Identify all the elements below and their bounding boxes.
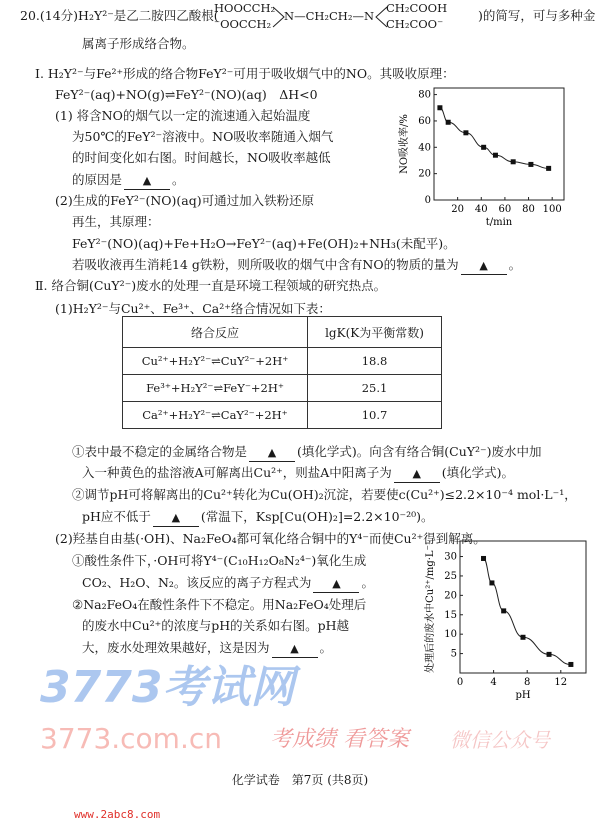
question-text: (常温下，Ksp[Cu(OH)₂]=2.2×10⁻²⁰)。 <box>200 509 434 524</box>
question-line <box>72 597 366 613</box>
question-line <box>72 553 366 569</box>
question-line <box>72 172 185 190</box>
question-text: (填化学式)。 <box>441 465 515 480</box>
x-axis-label: t/min <box>485 217 513 228</box>
lgk-cell: 25.1 <box>308 375 442 402</box>
table-row <box>123 402 442 429</box>
question-header-part2: )的简写，可与多种金 <box>478 8 596 23</box>
question-text: 的废水中Cu²⁺的浓度与pH的关系如右图。pH越 <box>82 618 350 633</box>
data-point <box>547 652 552 657</box>
question-line <box>55 108 310 124</box>
series-line <box>440 108 549 169</box>
y-tick-label: 5 <box>450 648 457 660</box>
question-header-part1: 20.(14分)H₂Y²⁻是乙二胺四乙酸根( <box>20 8 219 23</box>
question-text: ①表中最不稳定的金属络合物是 <box>72 444 248 459</box>
data-point <box>481 145 486 150</box>
question-line <box>72 129 333 145</box>
y-tick-label: 15 <box>444 609 457 621</box>
watermark-logo: 3773考试网 <box>40 662 295 713</box>
question-text: (填化学式)。向含有络合铜(CuY²⁻)废水中加 <box>297 444 542 459</box>
question-line <box>82 640 332 658</box>
watermark-url: 3773.com.cn <box>40 722 222 755</box>
question-text: Ⅱ. 络合铜(CuY²⁻)废水的处理一直是环境工程领域的研究热点。 <box>35 278 387 293</box>
data-point <box>528 162 533 167</box>
complex-table <box>122 316 442 429</box>
no-absorption-chart <box>398 82 568 234</box>
reaction-cell: Cu²⁺+H₂Y²⁻⇌CuY²⁻+2H⁺ <box>123 348 308 375</box>
answer-blank[interactable]: ▲ <box>461 258 507 275</box>
y-tick-label: 20 <box>418 168 431 180</box>
y-axis-label: NO吸收率/% <box>399 114 410 174</box>
table-header-row <box>123 317 442 348</box>
data-point <box>489 580 494 585</box>
question-line <box>35 278 386 294</box>
question-text: FeY²⁻(aq)+NO(g)⇌FeY²⁻(NO)(aq) ΔH<0 <box>55 87 318 102</box>
question-text: 入一种黄色的盐溶液A可解离出Cu²⁺，则盐A中阳离子为 <box>82 465 392 480</box>
question-text: (1)H₂Y²⁻与Cu²⁺、Fe³⁺、Ca²⁺络合情况如下表： <box>55 301 331 316</box>
question-text: (2)羟基自由基(·OH)、Na₂FeO₄都可氧化络合铜中的Y⁴⁻而使Cu²⁺得到解离。 <box>55 531 486 546</box>
table-row <box>123 375 442 402</box>
x-tick-label: 80 <box>522 204 535 215</box>
table-header: lgK(K为平衡常数) <box>308 317 442 348</box>
y-tick-label: 25 <box>444 570 457 582</box>
watermark-wechat: 微信公众号 <box>450 728 550 752</box>
data-point <box>568 662 573 667</box>
question-line <box>35 66 455 82</box>
question-text: CO₂、H₂O、N₂。该反应的离子方程式为 <box>82 575 312 590</box>
formula-right-top: CH₂COOH <box>386 1 448 15</box>
question-line <box>72 444 542 462</box>
data-point <box>501 608 506 613</box>
question-text: 的时间变化如右图。时间越长，NO吸收率越低 <box>72 150 331 165</box>
answer-blank[interactable]: ▲ <box>313 576 359 593</box>
question-text: 再生，其原理： <box>72 214 160 229</box>
question-text: 若吸收液再生消耗14 g铁粉，则所吸收的烟气中含有NO的物质的量为 <box>72 257 459 272</box>
formula-left-top: HOOCCH₂ <box>214 1 276 15</box>
y-tick-label: 10 <box>444 629 457 641</box>
question-text: 。 <box>508 257 522 272</box>
formula-right-bottom: CH₂COO⁻ <box>386 17 444 31</box>
plot-frame <box>460 541 586 673</box>
x-tick-label: 8 <box>524 677 531 688</box>
watermark-slogan: 考成绩 看答案 <box>270 727 409 752</box>
question-line <box>55 87 318 103</box>
question-text: 。 <box>172 172 185 187</box>
question-line <box>55 301 331 317</box>
x-tick-label: 100 <box>542 204 562 215</box>
y-tick-label: 40 <box>418 142 431 154</box>
question-text: Ⅰ. H₂Y²⁻与Fe²⁺形成的络合物FeY²⁻可用于吸收烟气中的NO。其吸收原理： <box>35 66 455 81</box>
question-text: 。 <box>319 640 333 655</box>
question-text: 大，废水处理效果越好，这是因为 <box>82 640 270 655</box>
data-point <box>493 153 498 158</box>
question-line <box>82 509 434 527</box>
x-tick-label: 12 <box>554 677 568 688</box>
answer-blank[interactable]: ▲ <box>153 510 199 527</box>
question-line <box>55 193 314 209</box>
question-text: ②Na₂FeO₄在酸性条件下不稳定。用Na₂FeO₄处理后 <box>72 597 367 612</box>
answer-blank[interactable]: ▲ <box>394 466 440 483</box>
x-tick-label: 0 <box>456 677 464 688</box>
question-line <box>72 150 331 166</box>
x-tick-label: 20 <box>451 204 465 215</box>
y-tick-label: 20 <box>444 590 457 602</box>
data-point <box>511 159 516 164</box>
y-tick-label: 80 <box>418 89 431 101</box>
edta-structural-formula <box>214 1 484 33</box>
question-header-line2: 属离子形成络合物。 <box>82 36 195 51</box>
y-tick-label: 30 <box>444 551 457 563</box>
x-tick-label: 4 <box>490 677 497 688</box>
question-text: ①酸性条件下，·OH可将Y⁴⁻(C₁₀H₁₂O₈N₂⁴⁻)氧化生成 <box>72 553 367 568</box>
question-text: ②调节pH可将解离出的Cu²⁺转化为Cu(OH)₂沉淀，若要使c(Cu²⁺)≤2.2×10⁻⁴ mol·L⁻¹， <box>72 487 577 502</box>
question-text: 的原因是 <box>72 172 123 187</box>
reaction-cell: Fe³⁺+H₂Y²⁻⇌FeY⁻+2H⁺ <box>123 375 308 402</box>
plot-frame <box>434 88 564 200</box>
table-row <box>123 348 442 375</box>
question-text: pH应不低于 <box>82 509 151 524</box>
reaction-cell: Ca²⁺+H₂Y²⁻⇌CaY²⁻+2H⁺ <box>123 402 308 429</box>
question-line <box>82 465 514 483</box>
page-footer: 化学试卷 第7页 (共8页) <box>231 773 369 787</box>
x-tick-label: 60 <box>498 204 512 215</box>
answer-blank[interactable]: ▲ <box>272 641 318 658</box>
question-text: (2)生成的FeY²⁻(NO)(aq)可通过加入铁粉还原 <box>55 193 315 208</box>
question-text: FeY²⁻(NO)(aq)+Fe+H₂O→FeY²⁻(aq)+Fe(OH)₂+NH₃(未配平)。 <box>72 236 456 251</box>
data-point <box>521 635 526 640</box>
question-line <box>82 575 374 593</box>
y-axis-label: 处理后的废水中Cu²⁺/mg·L⁻¹ <box>425 541 436 673</box>
question-text: 。 <box>361 575 374 590</box>
footer-url[interactable]: www.2abc8.com <box>74 808 161 821</box>
lgk-cell: 10.7 <box>308 402 442 429</box>
question-line <box>72 487 577 503</box>
data-point <box>481 556 486 561</box>
question-line <box>72 214 160 230</box>
answer-blank[interactable]: ▲ <box>124 173 170 190</box>
formula-left-bottom: ⁻OOCCH₂ <box>214 17 272 31</box>
data-point <box>463 130 468 135</box>
question-text: (1) 将含NO的烟气以一定的流速通入起始温度 <box>55 108 311 123</box>
question-line <box>72 236 456 252</box>
question-line <box>82 618 349 634</box>
data-point <box>446 120 451 125</box>
table-header: 络合反应 <box>123 317 308 348</box>
x-tick-label: 40 <box>474 204 488 215</box>
lgk-cell: 18.8 <box>308 348 442 375</box>
y-tick-label: 0 <box>424 195 431 206</box>
answer-blank[interactable]: ▲ <box>249 445 295 462</box>
series-line <box>484 558 571 664</box>
x-axis-label: pH <box>515 690 531 701</box>
copper-concentration-chart <box>420 535 590 705</box>
question-line <box>72 257 521 275</box>
data-point <box>437 105 442 110</box>
formula-center: N—CH₂CH₂—N <box>284 9 375 23</box>
data-point <box>546 166 551 171</box>
question-text: 为50℃的FeY²⁻溶液中。NO吸收率随通入烟气 <box>72 129 334 144</box>
y-tick-label: 60 <box>418 115 431 127</box>
